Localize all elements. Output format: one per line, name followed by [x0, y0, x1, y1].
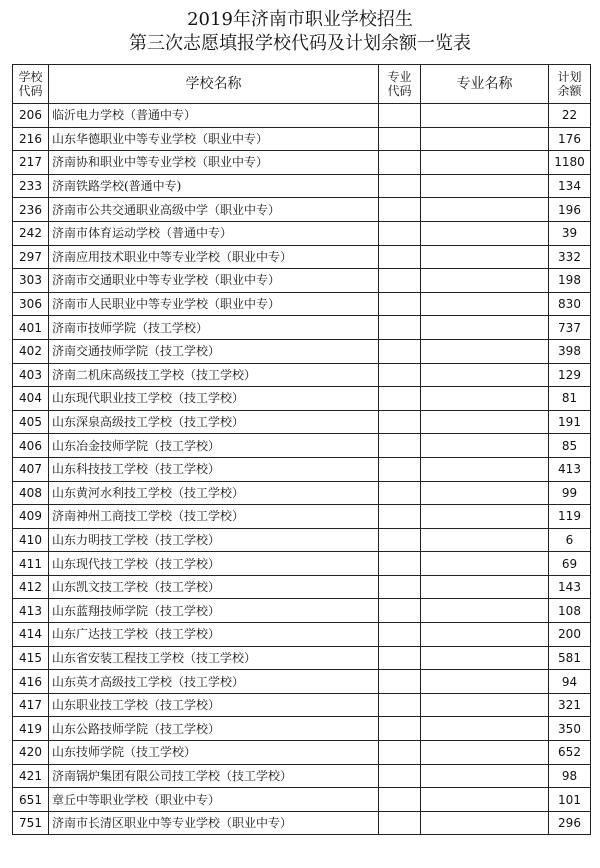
table-row	[13, 127, 591, 151]
major-name-cell	[421, 339, 549, 363]
table-row	[13, 387, 591, 411]
school-name-cell: 山东职业技工学校（技工学校）	[49, 693, 379, 717]
header-school-code: 学校 代码	[13, 65, 49, 104]
school-code-cell: 406	[13, 434, 49, 458]
plan-remaining-cell: 652	[549, 741, 591, 765]
table-row	[13, 670, 591, 694]
plan-remaining-cell: 737	[549, 316, 591, 340]
major-name-cell	[421, 481, 549, 505]
school-name-cell: 济南锅炉集团有限公司技工学校（技工学校）	[49, 764, 379, 788]
school-name-cell: 济南二机床高级技工学校（技工学校）	[49, 363, 379, 387]
major-code-cell	[379, 599, 421, 623]
school-name-cell: 济南协和职业中等专业学校（职业中专）	[49, 151, 379, 175]
school-name-cell: 山东科技技工学校（技工学校）	[49, 457, 379, 481]
school-code-cell: 242	[13, 221, 49, 245]
school-code-cell: 402	[13, 339, 49, 363]
school-code-cell: 412	[13, 575, 49, 599]
major-name-cell	[421, 292, 549, 316]
school-code-cell: 217	[13, 151, 49, 175]
plan-remaining-cell: 101	[549, 788, 591, 812]
table-row	[13, 717, 591, 741]
school-name-cell: 山东冶金技师学院（技工学校）	[49, 434, 379, 458]
school-name-cell: 济南市长清区职业中等专业学校（职业中专）	[49, 811, 379, 835]
plan-remaining-cell: 581	[549, 646, 591, 670]
header-school-name: 学校名称	[49, 65, 379, 104]
school-code-cell: 206	[13, 104, 49, 128]
plan-remaining-cell: 22	[549, 104, 591, 128]
school-code-cell: 306	[13, 292, 49, 316]
school-name-cell: 济南交通技师学院（技工学校）	[49, 339, 379, 363]
major-name-cell	[421, 269, 549, 293]
table-row	[13, 505, 591, 529]
table-row	[13, 269, 591, 293]
school-code-cell: 404	[13, 387, 49, 411]
major-code-cell	[379, 764, 421, 788]
school-name-cell: 山东黄河水利技工学校（技工学校）	[49, 481, 379, 505]
major-name-cell	[421, 221, 549, 245]
table-row	[13, 104, 591, 128]
school-name-cell: 山东公路技师学院（技工学校）	[49, 717, 379, 741]
major-name-cell	[421, 811, 549, 835]
major-code-cell	[379, 528, 421, 552]
school-name-cell: 山东省安装工程技工学校（技工学校）	[49, 646, 379, 670]
major-name-cell	[421, 764, 549, 788]
table-row	[13, 174, 591, 198]
table-row	[13, 693, 591, 717]
school-code-cell: 408	[13, 481, 49, 505]
school-code-cell: 411	[13, 552, 49, 576]
major-code-cell	[379, 151, 421, 175]
school-name-cell: 山东现代技工学校（技工学校）	[49, 552, 379, 576]
plan-remaining-cell: 69	[549, 552, 591, 576]
major-name-cell	[421, 599, 549, 623]
school-name-cell: 山东广达技工学校（技工学校）	[49, 623, 379, 647]
school-code-cell: 416	[13, 670, 49, 694]
table-row	[13, 434, 591, 458]
school-name-cell: 济南市公共交通职业高级中学（职业中专）	[49, 198, 379, 222]
school-code-cell: 651	[13, 788, 49, 812]
document-title	[0, 0, 600, 56]
school-name-cell: 济南市交通职业中等专业学校（职业中专）	[49, 269, 379, 293]
major-code-cell	[379, 481, 421, 505]
school-name-cell: 山东凯文技工学校（技工学校）	[49, 575, 379, 599]
school-name-cell: 济南神州工商技工学校（技工学校）	[49, 505, 379, 529]
school-name-cell: 济南铁路学校(普通中专)	[49, 174, 379, 198]
school-name-cell: 山东深泉高级技工学校（技工学校）	[49, 410, 379, 434]
table-row	[13, 363, 591, 387]
major-name-cell	[421, 245, 549, 269]
table-row	[13, 623, 591, 647]
plan-remaining-cell: 108	[549, 599, 591, 623]
plan-remaining-cell: 129	[549, 363, 591, 387]
school-name-cell: 济南市人民职业中等专业学校（职业中专）	[49, 292, 379, 316]
table-row	[13, 245, 591, 269]
school-code-cell: 410	[13, 528, 49, 552]
header-major-code: 专业 代码	[379, 65, 421, 104]
major-name-cell	[421, 363, 549, 387]
major-name-cell	[421, 127, 549, 151]
major-name-cell	[421, 788, 549, 812]
school-code-cell: 417	[13, 693, 49, 717]
major-code-cell	[379, 457, 421, 481]
school-code-cell: 413	[13, 599, 49, 623]
school-name-cell: 章丘中等职业学校（职业中专）	[49, 788, 379, 812]
plan-remaining-cell: 134	[549, 174, 591, 198]
major-code-cell	[379, 811, 421, 835]
major-code-cell	[379, 387, 421, 411]
table-row	[13, 646, 591, 670]
school-name-cell: 山东现代职业技工学校（技工学校）	[49, 387, 379, 411]
school-code-cell: 419	[13, 717, 49, 741]
major-code-cell	[379, 339, 421, 363]
table-header-row	[13, 65, 591, 104]
major-code-cell	[379, 198, 421, 222]
table-row	[13, 457, 591, 481]
plan-remaining-cell: 1180	[549, 151, 591, 175]
major-code-cell	[379, 623, 421, 647]
school-code-cell: 303	[13, 269, 49, 293]
table-row	[13, 198, 591, 222]
table-row	[13, 528, 591, 552]
major-name-cell	[421, 670, 549, 694]
major-code-cell	[379, 670, 421, 694]
plan-remaining-cell: 85	[549, 434, 591, 458]
school-code-cell: 420	[13, 741, 49, 765]
plan-remaining-cell: 830	[549, 292, 591, 316]
plan-remaining-cell: 81	[549, 387, 591, 411]
table-row	[13, 292, 591, 316]
school-code-cell: 297	[13, 245, 49, 269]
plan-remaining-cell: 413	[549, 457, 591, 481]
school-name-cell: 山东华德职业中等专业学校（职业中专）	[49, 127, 379, 151]
plan-remaining-cell: 39	[549, 221, 591, 245]
table-body	[13, 104, 591, 835]
school-code-cell: 421	[13, 764, 49, 788]
major-name-cell	[421, 505, 549, 529]
major-code-cell	[379, 245, 421, 269]
school-code-cell: 409	[13, 505, 49, 529]
major-name-cell	[421, 741, 549, 765]
major-code-cell	[379, 221, 421, 245]
table-row	[13, 811, 591, 835]
school-name-cell: 临沂电力学校（普通中专）	[49, 104, 379, 128]
school-name-cell: 济南应用技术职业中等专业学校（职业中专）	[49, 245, 379, 269]
school-code-cell: 233	[13, 174, 49, 198]
plan-remaining-cell: 200	[549, 623, 591, 647]
major-code-cell	[379, 741, 421, 765]
plan-remaining-cell: 176	[549, 127, 591, 151]
school-code-cell: 403	[13, 363, 49, 387]
major-code-cell	[379, 269, 421, 293]
major-code-cell	[379, 292, 421, 316]
major-name-cell	[421, 623, 549, 647]
major-code-cell	[379, 693, 421, 717]
table-row	[13, 764, 591, 788]
major-name-cell	[421, 575, 549, 599]
major-name-cell	[421, 387, 549, 411]
school-name-cell: 山东英才高级技工学校（技工学校）	[49, 670, 379, 694]
major-code-cell	[379, 788, 421, 812]
school-code-cell: 751	[13, 811, 49, 835]
plan-remaining-cell: 98	[549, 764, 591, 788]
major-code-cell	[379, 434, 421, 458]
school-name-cell: 山东力明技工学校（技工学校）	[49, 528, 379, 552]
major-code-cell	[379, 127, 421, 151]
major-code-cell	[379, 717, 421, 741]
table-row	[13, 151, 591, 175]
school-code-cell: 216	[13, 127, 49, 151]
major-name-cell	[421, 198, 549, 222]
table-row	[13, 788, 591, 812]
school-code-cell: 236	[13, 198, 49, 222]
plan-remaining-cell: 119	[549, 505, 591, 529]
major-code-cell	[379, 174, 421, 198]
major-name-cell	[421, 528, 549, 552]
major-name-cell	[421, 151, 549, 175]
plan-remaining-cell: 94	[549, 670, 591, 694]
school-name-cell: 济南市体育运动学校（普通中专）	[49, 221, 379, 245]
header-major-name: 专业名称	[421, 65, 549, 104]
major-name-cell	[421, 174, 549, 198]
major-name-cell	[421, 552, 549, 576]
major-name-cell	[421, 693, 549, 717]
plan-remaining-cell: 296	[549, 811, 591, 835]
school-code-cell: 401	[13, 316, 49, 340]
table-row	[13, 410, 591, 434]
school-code-cell: 405	[13, 410, 49, 434]
school-code-cell: 415	[13, 646, 49, 670]
plan-remaining-cell: 398	[549, 339, 591, 363]
plan-remaining-cell: 196	[549, 198, 591, 222]
plan-remaining-cell: 198	[549, 269, 591, 293]
table-row	[13, 552, 591, 576]
header-plan-remaining: 计划 余额	[549, 65, 591, 104]
table-row	[13, 575, 591, 599]
major-code-cell	[379, 646, 421, 670]
school-name-cell: 山东技师学院（技工学校）	[49, 741, 379, 765]
plan-remaining-cell: 6	[549, 528, 591, 552]
plan-remaining-cell: 143	[549, 575, 591, 599]
plan-remaining-cell: 191	[549, 410, 591, 434]
table-row	[13, 339, 591, 363]
major-code-cell	[379, 552, 421, 576]
table-row	[13, 221, 591, 245]
major-code-cell	[379, 505, 421, 529]
plan-remaining-cell: 332	[549, 245, 591, 269]
table-row	[13, 741, 591, 765]
major-code-cell	[379, 104, 421, 128]
title-line-1: 2019年济南市职业学校招生	[187, 9, 413, 30]
table-row	[13, 316, 591, 340]
school-name-cell: 山东蓝翔技师学院（技工学校）	[49, 599, 379, 623]
plan-remaining-cell: 350	[549, 717, 591, 741]
table-row	[13, 599, 591, 623]
major-name-cell	[421, 434, 549, 458]
school-name-cell: 济南市技师学院（技工学校）	[49, 316, 379, 340]
major-code-cell	[379, 316, 421, 340]
major-code-cell	[379, 410, 421, 434]
school-quota-table	[12, 64, 591, 835]
school-code-cell: 414	[13, 623, 49, 647]
major-name-cell	[421, 457, 549, 481]
major-name-cell	[421, 316, 549, 340]
plan-remaining-cell: 321	[549, 693, 591, 717]
plan-remaining-cell: 99	[549, 481, 591, 505]
major-code-cell	[379, 575, 421, 599]
school-code-cell: 407	[13, 457, 49, 481]
major-name-cell	[421, 646, 549, 670]
major-name-cell	[421, 717, 549, 741]
major-name-cell	[421, 410, 549, 434]
major-name-cell	[421, 104, 549, 128]
table-row	[13, 481, 591, 505]
major-code-cell	[379, 363, 421, 387]
title-line-2: 第三次志愿填报学校代码及计划余额一览表	[129, 33, 471, 54]
